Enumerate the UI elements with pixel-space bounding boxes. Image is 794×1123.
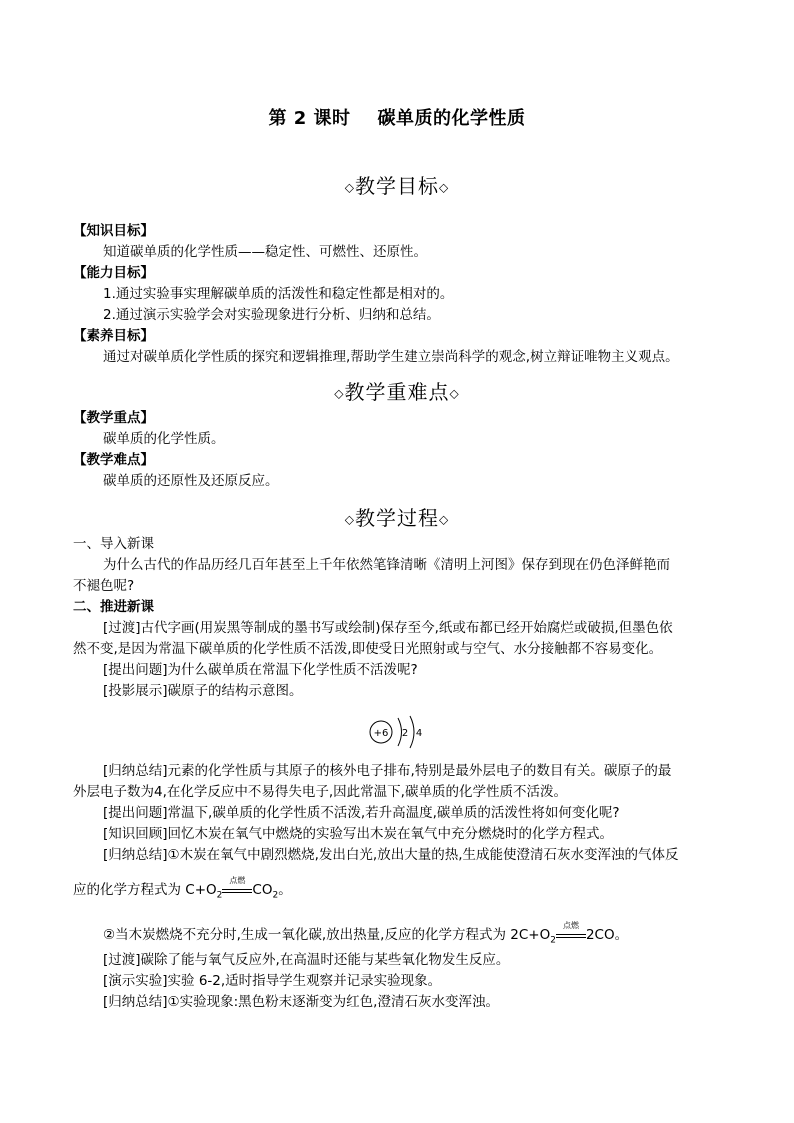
paragraph-line: 不褪色呢? — [73, 578, 135, 594]
paragraph-line: 为什么古代的作品历经几百年甚至上千年依然笔锋清晰《清明上河图》保存到现在仍色泽鲜艳而 — [103, 557, 670, 573]
paragraph-line: [提出问题]常温下,碳单质的化学性质不活泼,若升高温度,碳单质的活泼性将如何变化呢? — [103, 805, 620, 821]
subscript: 2 — [272, 890, 279, 901]
equation-text: 应的化学方程式为 C+O — [73, 882, 217, 898]
paragraph-line: [归纳总结]元素的化学性质与其原子的核外电子排布,特别是最外层电子的数目有关。碳原子的最 — [103, 763, 672, 779]
nucleus-charge: +6 — [373, 728, 389, 739]
reaction-condition: 点燃 — [562, 921, 579, 930]
equation-end: 。 — [278, 882, 292, 898]
ability-item-2: 2.通过演示实验学会对实验现象进行分析、归纳和总结。 — [103, 307, 440, 323]
difficulty-heading: 【教学难点】 — [73, 452, 154, 468]
paragraph-line: [过渡]古代字画(用炭黑等制成的墨书写或绘制)保存至今,纸或布都已经开始腐烂或破损,但墨色依 — [103, 620, 673, 636]
diamond-icon: ◇ — [439, 180, 450, 195]
subscript: 2 — [550, 935, 556, 946]
literacy-heading: 【素养目标】 — [73, 328, 154, 344]
paragraph-line: [归纳总结]①木炭在氧气中剧烈燃烧,发出白光,放出大量的热,生成能使澄清石灰水变浑浊的气体反 — [103, 847, 679, 863]
paragraph-line: [过渡]碳除了能与氧气反应外,在高温时还能与某些氧化物发生反应。 — [103, 952, 510, 968]
equation-end: 。 — [614, 927, 629, 943]
section-title: 教学目标 — [355, 174, 439, 198]
diamond-icon: ◇ — [344, 180, 355, 195]
equation-line-incomplete-combustion — [103, 921, 629, 951]
equation-product: CO — [252, 882, 273, 898]
reaction-arrow — [556, 921, 586, 942]
electron-shell-2 — [410, 716, 414, 748]
paragraph-line: 外层电子数为4,在化学反应中不易得失电子,因此常温下,碳单质的化学性质不活泼。 — [73, 784, 567, 800]
diamond-icon: ◇ — [334, 386, 345, 401]
difficulty-text: 碳单质的还原性及还原反应。 — [103, 473, 279, 489]
equation-line-complete-combustion — [73, 876, 292, 906]
reaction-arrow — [222, 876, 252, 897]
page-title: 第 2 课时 碳单质的化学性质 — [268, 108, 526, 129]
section-title: 教学重难点 — [344, 380, 450, 404]
equation-text: ②当木炭燃烧不充分时,生成一氧化碳,放出热量,反应的化学方程式为 2C+O — [103, 927, 551, 943]
section-heading-key-points — [0, 376, 794, 405]
reaction-condition: 点燃 — [229, 876, 246, 885]
section-heading-process — [0, 502, 794, 531]
paragraph-line: [演示实验]实验 6-2,适时指导学生观察并记录实验现象。 — [103, 973, 442, 989]
literacy-text: 通过对碳单质化学性质的探究和逻辑推理,帮助学生建立崇尚科学的观念,树立辩证唯物主义观点。 — [103, 349, 679, 365]
paragraph-line: [提出问题]为什么碳单质在常温下化学性质不活泼呢? — [103, 662, 418, 678]
focus-text: 碳单质的化学性质。 — [103, 431, 225, 447]
part2-heading: 二、推进新课 — [73, 599, 154, 615]
section-title: 教学过程 — [355, 506, 439, 530]
shell-1-count: 2 — [401, 728, 409, 739]
diamond-icon: ◇ — [439, 512, 450, 527]
diamond-icon: ◇ — [344, 512, 355, 527]
equation-product: 2CO — [585, 927, 615, 943]
paragraph-line: 然不变,是因为常温下碳单质的化学性质不活泼,即使受日光照射或与空气、水分接触都不容易变化。 — [73, 641, 663, 657]
carbon-atom-diagram — [368, 712, 428, 752]
knowledge-text: 知道碳单质的化学性质——稳定性、可燃性、还原性。 — [103, 244, 427, 260]
section-heading-objectives — [0, 170, 794, 199]
subscript: 2 — [216, 890, 223, 901]
ability-heading: 【能力目标】 — [73, 265, 154, 281]
paragraph-line: [投影展示]碳原子的结构示意图。 — [103, 683, 303, 699]
ability-item-1: 1.通过实验事实理解碳单质的活泼性和稳定性都是相对的。 — [103, 286, 454, 302]
paragraph-line: [知识回顾]回忆木炭在氧气中燃烧的实验写出木炭在氧气中充分燃烧时的化学方程式。 — [103, 826, 614, 842]
knowledge-heading: 【知识目标】 — [73, 223, 154, 239]
shell-2-count: 4 — [415, 728, 423, 739]
part1-heading: 一、导入新课 — [73, 536, 154, 552]
focus-heading: 【教学重点】 — [73, 410, 154, 426]
paragraph-line: [归纳总结]①实验现象:黑色粉末逐渐变为红色,澄清石灰水变浑浊。 — [103, 994, 499, 1010]
diamond-icon: ◇ — [449, 386, 460, 401]
